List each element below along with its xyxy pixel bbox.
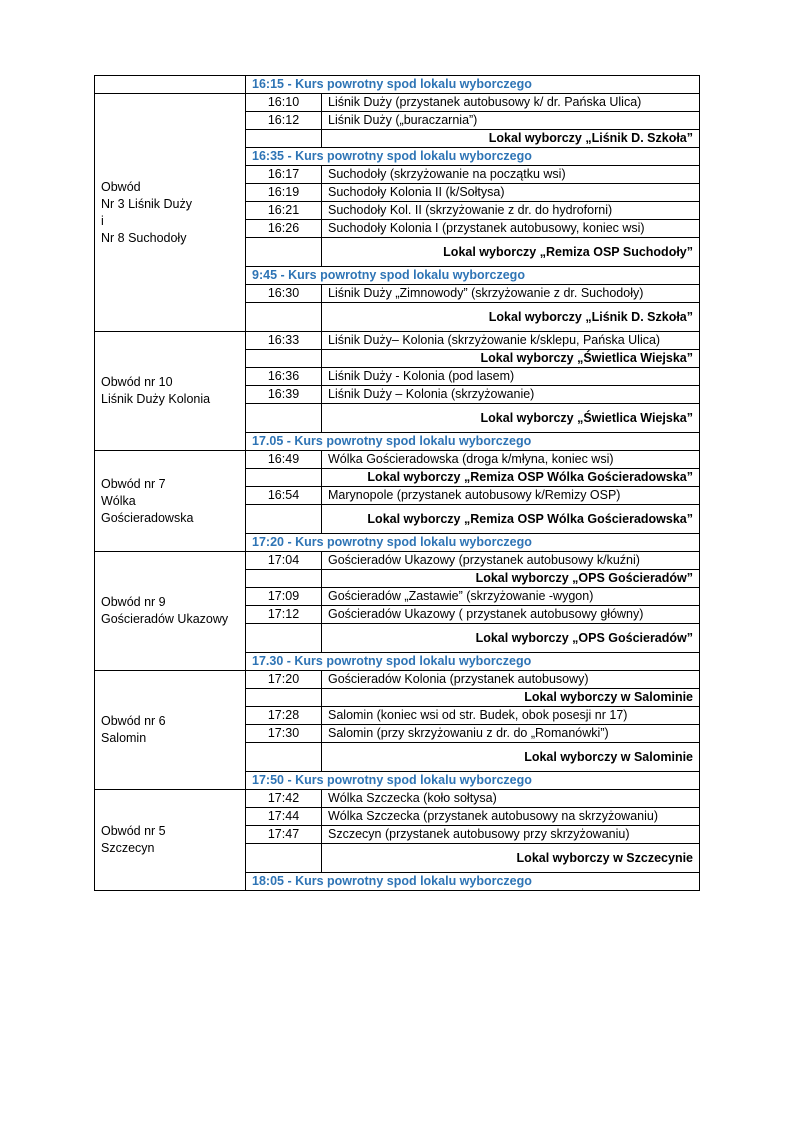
district-cell [95,332,246,451]
departure-time: 16:26 [246,220,322,238]
departure-time: 17:28 [246,707,322,725]
departure-time: 17:47 [246,826,322,844]
stop-location: Liśnik Duży– Kolonia (skrzyżowanie k/sklepu, Pańska Ulica) [322,332,700,350]
return-course-label: 9:45 - Kurs powrotny spod lokalu wyborczego [246,267,700,285]
departure-time: 17:30 [246,725,322,743]
stop-location: Gościeradów Ukazowy (przystanek autobusowy k/kuźni) [322,552,700,570]
district-cell [95,451,246,552]
polling-station-label: Lokal wyborczy „OPS Gościeradów” [322,624,700,653]
stop-location: Suchodoły Kolonia II (k/Sołtysa) [322,184,700,202]
departure-time: 16:19 [246,184,322,202]
empty-time-cell [246,303,322,332]
district-name-line: i [101,213,104,228]
bus-schedule-table [94,75,700,891]
district-name-line: Szczecyn [101,841,155,855]
district-name-line: Obwód [101,179,141,194]
polling-station-label: Lokal wyborczy „OPS Gościeradów” [322,570,700,588]
empty-time-cell [246,844,322,873]
district-name-line: Obwód nr 6 [101,714,166,728]
empty-time-cell [246,130,322,148]
empty-time-cell [246,350,322,368]
departure-time: 17:09 [246,588,322,606]
return-course-label: 17:50 - Kurs powrotny spod lokalu wyborczego [246,772,700,790]
stop-location: Suchodoły Kolonia I (przystanek autobusowy, koniec wsi) [322,220,700,238]
polling-station-label: Lokal wyborczy „Świetlica Wiejska” [322,404,700,433]
empty-time-cell [246,743,322,772]
empty-time-cell [246,469,322,487]
stop-location: Liśnik Duży (przystanek autobusowy k/ dr. Pańska Ulica) [322,94,700,112]
empty-time-cell [246,404,322,433]
polling-station-label: Lokal wyborczy „Remiza OSP Wólka Gościeradowska” [322,505,700,534]
return-course-label: 16:15 - Kurs powrotny spod lokalu wyborczego [246,76,700,94]
district-name-line: Gościeradowska [101,510,194,525]
empty-time-cell [246,238,322,267]
departure-time: 17:12 [246,606,322,624]
departure-time: 16:49 [246,451,322,469]
table-row [95,76,700,94]
return-course-label: 17:20 - Kurs powrotny spod lokalu wyborczego [246,534,700,552]
stop-location: Liśnik Duży „Zimnowody” (skrzyżowanie z dr. Suchodoły) [322,285,700,303]
polling-station-label: Lokal wyborczy „Remiza OSP Suchodoły” [322,238,700,267]
departure-time: 17:44 [246,808,322,826]
polling-station-label: Lokal wyborczy „Świetlica Wiejska” [322,350,700,368]
table-row [95,451,700,469]
stop-location: Liśnik Duży - Kolonia (pod lasem) [322,368,700,386]
departure-time: 17:04 [246,552,322,570]
stop-location: Marynopole (przystanek autobusowy k/Remizy OSP) [322,487,700,505]
empty-time-cell [246,570,322,588]
stop-location: Gościeradów „Zastawie” (skrzyżowanie -wygon) [322,588,700,606]
district-cell [95,671,246,790]
table-row [95,94,700,112]
stop-location: Gościeradów Kolonia (przystanek autobusowy) [322,671,700,689]
district-name-line: Obwód nr 7 [101,476,166,491]
district-cell [95,790,246,891]
table-row [95,332,700,350]
polling-station-label: Lokal wyborczy w Salominie [322,689,700,707]
return-course-label: 17.05 - Kurs powrotny spod lokalu wyborczego [246,433,700,451]
departure-time: 16:17 [246,166,322,184]
district-name-line: Obwód nr 9 [101,595,166,609]
district-name-line: Obwód nr 5 [101,824,166,838]
stop-location: Salomin (koniec wsi od str. Budek, obok posesji nr 17) [322,707,700,725]
stop-location: Salomin (przy skrzyżowaniu z dr. do „Romanówki”) [322,725,700,743]
departure-time: 17:20 [246,671,322,689]
departure-time: 16:21 [246,202,322,220]
departure-time: 16:39 [246,386,322,404]
district-name-line: Salomin [101,731,147,745]
stop-location: Liśnik Duży („buraczarnia”) [322,112,700,130]
return-course-label: 17.30 - Kurs powrotny spod lokalu wyborczego [246,653,700,671]
district-cell [95,552,246,671]
polling-station-label: Lokal wyborczy w Salominie [322,743,700,772]
departure-time: 16:10 [246,94,322,112]
district-name-line: Obwód nr 10 [101,375,173,389]
stop-location: Wólka Gościeradowska (droga k/młyna, koniec wsi) [322,451,700,469]
empty-time-cell [246,624,322,653]
stop-location: Suchodoły (skrzyżowanie na początku wsi) [322,166,700,184]
district-cell [95,76,246,94]
departure-time: 16:36 [246,368,322,386]
return-course-label: 18:05 - Kurs powrotny spod lokalu wyborczego [246,873,700,891]
departure-time: 16:12 [246,112,322,130]
table-row [95,790,700,808]
district-cell [95,94,246,332]
polling-station-label: Lokal wyborczy „Liśnik D. Szkoła” [322,303,700,332]
stop-location: Wólka Szczecka (przystanek autobusowy na skrzyżowaniu) [322,808,700,826]
polling-station-label: Lokal wyborczy „Remiza OSP Wólka Gościeradowska” [322,469,700,487]
stop-location: Liśnik Duży – Kolonia (skrzyżowanie) [322,386,700,404]
departure-time: 16:33 [246,332,322,350]
stop-location: Wólka Szczecka (koło sołtysa) [322,790,700,808]
district-name-line: Nr 3 Liśnik Duży [101,196,192,211]
empty-time-cell [246,689,322,707]
stop-location: Gościeradów Ukazowy ( przystanek autobusowy główny) [322,606,700,624]
departure-time: 17:42 [246,790,322,808]
departure-time: 16:54 [246,487,322,505]
district-name-line: Wólka [101,493,136,508]
polling-station-label: Lokal wyborczy „Liśnik D. Szkoła” [322,130,700,148]
table-row [95,671,700,689]
stop-location: Szczecyn (przystanek autobusowy przy skrzyżowaniu) [322,826,700,844]
stop-location: Suchodoły Kol. II (skrzyżowanie z dr. do hydroforni) [322,202,700,220]
polling-station-label: Lokal wyborczy w Szczecynie [322,844,700,873]
district-name-line: Nr 8 Suchodoły [101,230,187,245]
district-name-line: Gościeradów Ukazowy [101,612,229,626]
departure-time: 16:30 [246,285,322,303]
district-name-line: Liśnik Duży Kolonia [101,392,211,406]
table-row [95,552,700,570]
empty-time-cell [246,505,322,534]
return-course-label: 16:35 - Kurs powrotny spod lokalu wyborczego [246,148,700,166]
